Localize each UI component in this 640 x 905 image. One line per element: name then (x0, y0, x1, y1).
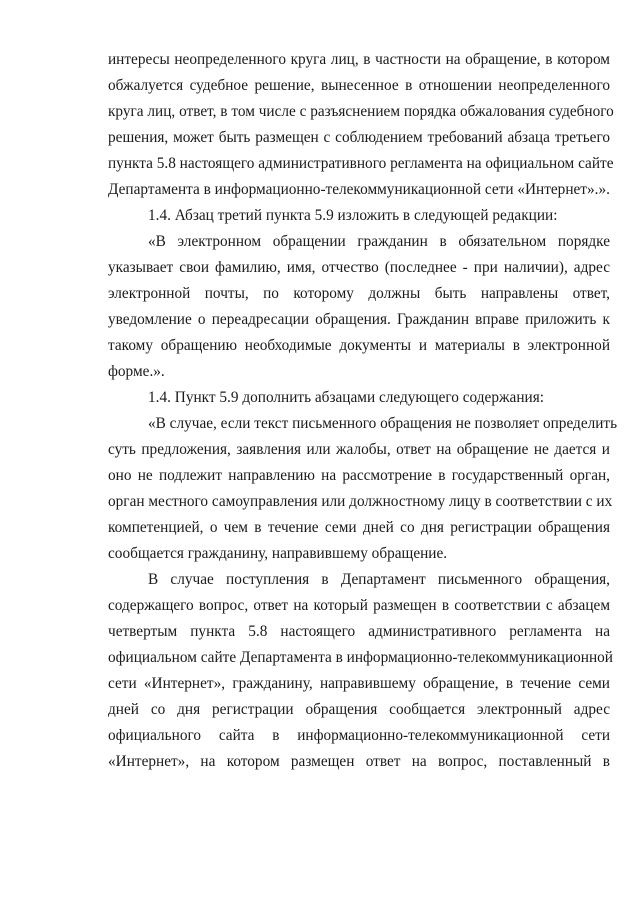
text-line: Департамента в информационно-телекоммуникационной сети «Интернет».». (108, 181, 610, 198)
text-line: круга лиц, ответ, в том числе с разъяснением порядка обжалования судебного (108, 103, 614, 120)
text-line: 1.4. Пункт 5.9 дополнить абзацами следующего содержания: (148, 389, 545, 406)
text-line: содержащего вопрос, ответ на который размещен в соответствии с абзацем (108, 597, 610, 614)
text-line: пункта 5.8 настоящего административного регламента на официальном сайте (108, 155, 614, 172)
text-line: В случае поступления в Департамент письменного обращения, (148, 571, 610, 588)
text-line: официальном сайте Департамента в информационно-телекоммуникационной (108, 649, 613, 666)
text-line: электронной почты, по которому должны быть направлены ответ, (108, 285, 610, 302)
text-line: «Интернет», на котором размещен ответ на вопрос, поставленный в (108, 753, 610, 770)
text-line: уведомление о переадресации обращения. Гражданин вправе приложить к (108, 311, 610, 328)
text-line: указывает свои фамилию, имя, отчество (последнее - при наличии), адрес (108, 259, 610, 276)
text-line: суть предложения, заявления или жалобы, ответ на обращение не дается и (108, 441, 610, 458)
text-line: дней со дня регистрации обращения сообщается электронный адрес (108, 701, 610, 718)
text-line: компетенцией, о чем в течение семи дней со дня регистрации обращения (108, 519, 610, 536)
text-line: «В электронном обращении гражданин в обязательном порядке (148, 233, 610, 250)
text-line: интересы неопределенного круга лиц, в частности на обращение, в котором (108, 51, 610, 68)
text-line: орган местного самоуправления или должностному лицу в соответствии с их (108, 493, 613, 510)
text-line: официального сайта в информационно-телекоммуникационной сети (108, 727, 610, 744)
text-line: форме.». (108, 363, 165, 380)
text-line: сети «Интернет», гражданину, направившему обращение, в течение семи (108, 675, 610, 692)
text-line: такому обращению необходимые документы и материалы в электронной (108, 337, 610, 354)
text-line: сообщается гражданину, направившему обращение. (108, 545, 448, 562)
text-line: 1.4. Абзац третий пункта 5.9 изложить в следующей редакции: (148, 207, 558, 224)
text-line: оно не подлежит направлению на рассмотрение в государственный орган, (108, 467, 610, 484)
text-line: решения, может быть размещен с соблюдением требований абзаца третьего (108, 129, 610, 146)
text-line: обжалуется судебное решение, вынесенное в отношении неопределенного (108, 77, 610, 94)
text-line: «В случае, если текст письменного обращения не позволяет определить (148, 415, 618, 432)
text-line: четвертым пункта 5.8 настоящего административного регламента на (108, 623, 610, 640)
